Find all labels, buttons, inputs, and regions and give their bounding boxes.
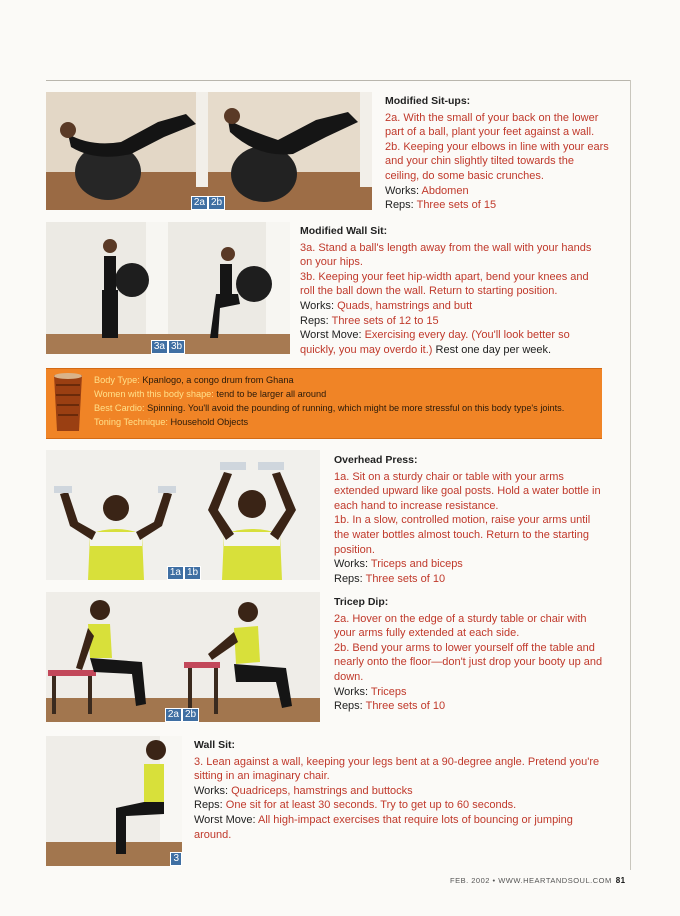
situps-works-label: Works: [385, 184, 422, 197]
wallsit-ball-title: Modified Wall Sit: [300, 225, 388, 237]
wall-sit-photo-illustration [46, 736, 182, 866]
overhead-press-photo-b-illustration [184, 450, 320, 580]
wallsit-ball-reps-label: Reps: [300, 314, 332, 327]
situps-photo-b [208, 92, 372, 210]
tricep-dip-works-label: Works: [334, 685, 371, 698]
wall-sit-works: Quadriceps, hamstrings and buttocks [231, 784, 413, 797]
situps-title: Modified Sit-ups: [385, 95, 471, 107]
right-rule [630, 80, 631, 870]
situps-photo-b-illustration [208, 92, 372, 210]
badge-1b: 1b [184, 566, 201, 580]
badge-2a-dip: 2a [165, 708, 182, 722]
tricep-dip-text [334, 595, 606, 714]
top-rule [46, 80, 630, 81]
wallsit-ball-photo-a-illustration [46, 222, 168, 354]
overhead-press-photo-a [46, 450, 184, 580]
women-label: Women with this body shape: [94, 389, 214, 399]
badge-2a: 2a [191, 196, 208, 210]
cardio-value: Spinning. You'll avoid the pounding of running, which might be more stressful on this body type's joints. [147, 403, 565, 413]
wallsit-ball-photo-b-illustration [168, 222, 290, 354]
badge-2b-dip: 2b [182, 708, 199, 722]
situps-reps-label: Reps: [385, 199, 417, 212]
tricep-dip-photo-a-illustration [46, 592, 182, 722]
situps-photo-a-illustration [46, 92, 208, 210]
toning-line [94, 415, 248, 430]
badge-3a: 3a [151, 340, 168, 354]
body-type-value: Kpanlogo, a congo drum from Ghana [142, 375, 294, 385]
overhead-press-reps: Three sets of 10 [365, 572, 446, 585]
situps-step-a: 2a. With the small of your back on the lower part of a ball, plant your feet against a wall. [385, 111, 599, 139]
cardio-label: Best Cardio: [94, 403, 145, 413]
drum-icon [48, 371, 88, 436]
wallsit-ball-photo-a [46, 222, 168, 354]
page-number: 81 [615, 876, 626, 885]
tricep-dip-works: Triceps [370, 685, 407, 698]
tricep-dip-title: Tricep Dip: [334, 596, 389, 608]
wall-sit-step: 3. Lean against a wall, keeping your legs bent at a 90-degree angle. Pretend you're sitting in an imaginary chair. [194, 755, 600, 783]
page-footer [450, 876, 626, 885]
tricep-dip-reps-label: Reps: [334, 700, 366, 713]
wallsit-ball-worst-label: Worst Move: [300, 329, 365, 342]
body-type-label: Body Type: [94, 375, 140, 385]
wallsit-ball-step-b: 3b. Keeping your feet hip-width apart, bend your knees and roll the ball down the wall. Return to starting position. [300, 270, 589, 298]
overhead-press-photo-a-illustration [46, 450, 184, 580]
wall-sit-reps: One sit for at least 30 seconds. Try to get up to 60 seconds. [225, 799, 517, 812]
badge-1a: 1a [167, 566, 184, 580]
body-type-box [46, 368, 602, 439]
wall-sit-title: Wall Sit: [194, 739, 236, 751]
tricep-dip-reps: Three sets of 10 [365, 700, 446, 713]
tricep-dip-photo-a [46, 592, 182, 722]
overhead-press-step-a: 1a. Sit on a sturdy chair or table with your arms extended upward like goal posts. Hold a water bottle in each hand to increase resistance. [334, 470, 601, 512]
wall-sit-reps-label: Reps: [194, 799, 226, 812]
situps-step-b: 2b. Keeping your elbows in line with your ears and your chin slightly tilted towards the ceiling, do some basic crunches. [385, 140, 609, 182]
situps-photo-a [46, 92, 208, 210]
toning-label: Toning Technique: [94, 417, 168, 427]
wallsit-ball-step-a: 3a. Stand a ball's length away from the wall with your hands on your hips. [300, 241, 592, 269]
wallsit-ball-works-label: Works: [300, 299, 338, 312]
tricep-dip-photo-b [182, 592, 320, 722]
women-line [94, 387, 326, 402]
wallsit-ball-reps: Three sets of 12 to 15 [331, 314, 439, 327]
wall-sit-worst-label: Worst Move: [194, 813, 258, 826]
women-value: tend to be larger all around [216, 389, 327, 399]
wallsit-ball-works: Quads, hamstrings and butt [337, 299, 473, 312]
wallsit-ball-text [300, 224, 606, 357]
overhead-press-works: Triceps and biceps [370, 558, 463, 571]
badge-2b: 2b [208, 196, 225, 210]
badge-3b: 3b [168, 340, 185, 354]
overhead-press-step-b: 1b. In a slow, controlled motion, raise your arms until the water bottles almost touch. Return to the starting position. [334, 514, 591, 556]
wallsit-ball-photo-b [168, 222, 290, 354]
wall-sit-photo [46, 736, 182, 866]
badge-3-wall: 3 [170, 852, 182, 866]
situps-works: Abdomen [421, 184, 469, 197]
overhead-press-title: Overhead Press: [334, 454, 418, 466]
tricep-dip-step-b: 2b. Bend your arms to lower yourself off the table and nearly onto the floor—don't just drop your booty up and down. [334, 641, 603, 683]
wall-sit-works-label: Works: [194, 784, 232, 797]
wall-sit-text [194, 738, 606, 842]
tricep-dip-photo-b-illustration [182, 592, 320, 722]
wall-sit-worst: All high-impact exercises that require lots of bouncing or jumping around. [194, 813, 573, 841]
overhead-press-text [334, 453, 606, 586]
overhead-press-works-label: Works: [334, 558, 371, 571]
wallsit-ball-worst: Exercising every day. (You'll look better so quickly, you may overdo it.) [300, 329, 570, 356]
cardio-line [94, 401, 564, 416]
situps-reps: Three sets of 15 [416, 199, 497, 212]
tricep-dip-step-a: 2a. Hover on the edge of a sturdy table or chair with your arms fully extended at each side. [334, 612, 587, 640]
overhead-press-reps-label: Reps: [334, 572, 366, 585]
situps-text [385, 94, 611, 213]
footer-text: FEB. 2002 • WWW.HEARTANDSOUL.COM [450, 876, 612, 885]
overhead-press-photo-b [184, 450, 320, 580]
toning-value: Household Objects [170, 417, 249, 427]
wallsit-ball-worst-tail: Rest one day per week. [432, 343, 552, 356]
body-type-line [94, 373, 294, 388]
